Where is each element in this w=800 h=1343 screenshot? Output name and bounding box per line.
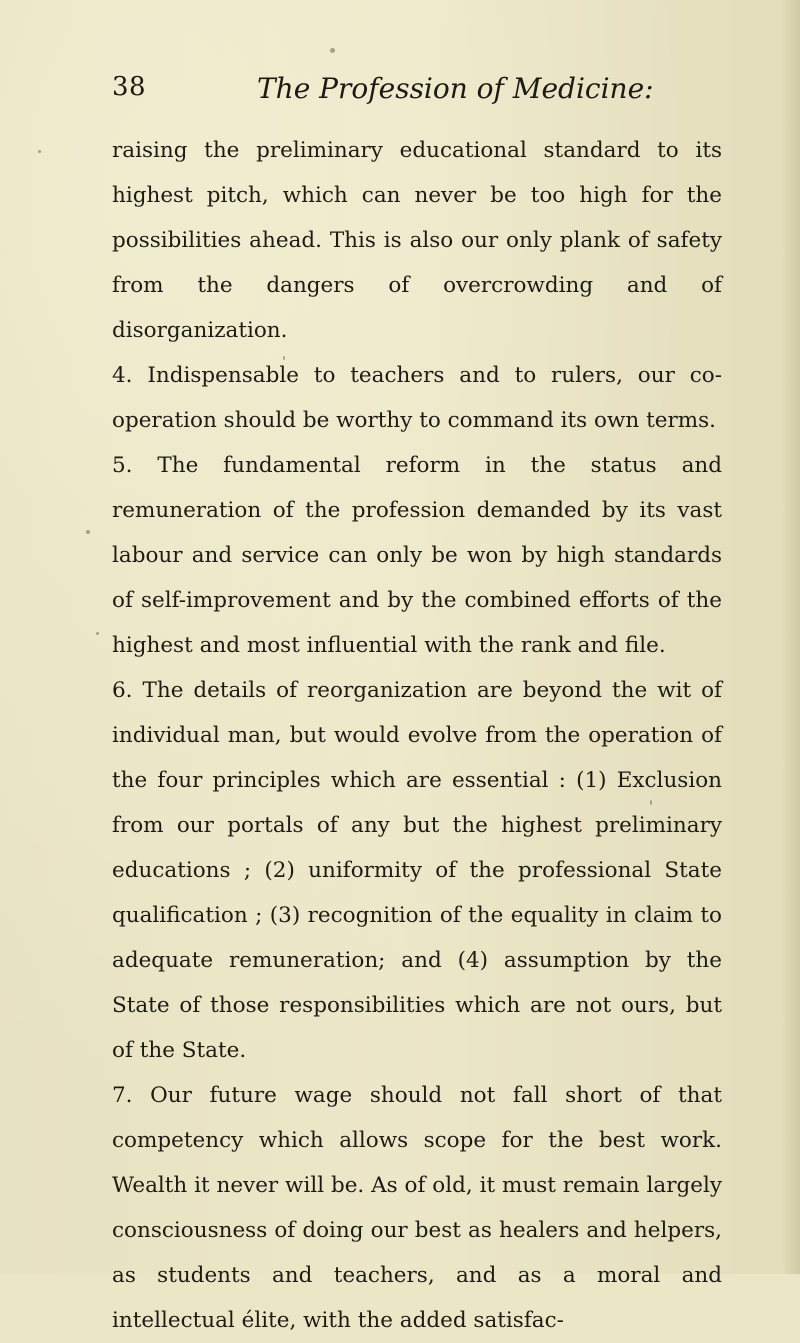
paragraph-continuation: raising the preliminary educational standard to its highest pitch, which can never be too high for the possibilities ahead. This is also our only plank of safety from the dangers of overcrowding and of disorganization. (112, 138, 722, 343)
page-edge-shadow (782, 0, 800, 1274)
running-title: The Profession of Medicine: (257, 72, 654, 105)
paragraph-point-6: 6. The details of reorganization are beyond the wit of individual man, but would evolve from the operation of the four principles which are essential : (1) Exclusion from our portals of any but the highest preliminary educations ; (2) uniformity of the professional State qualification ; (3) recognition of the equality in claim to adequate remuneration; and (4) assumption by the State of those responsibilities which are not ours, but of the State. (112, 678, 722, 1063)
paragraph-point-7: 7. Our future wage should not fall short of that competency which allows scope for the best work. Wealth it never will be. As of old, it must remain largely consciousness of doing our best as healers and helpers, as students and teachers, and as a moral and intellectual élite, with the added satisfac- (112, 1083, 722, 1333)
paragraph-point-4: 4. Indispensable to teachers and to rulers, our co-operation should be worthy to command its own terms. (112, 363, 722, 433)
body-text (112, 128, 722, 1343)
running-head (112, 72, 712, 112)
paragraph-point-5: 5. The fundamental reform in the status and remuneration of the profession demanded by its vast labour and service can only be won by high standards of self-improvement and by the combined efforts of the highest and most influential with the rank and file. (112, 453, 722, 658)
page-number: 38 (112, 72, 147, 102)
